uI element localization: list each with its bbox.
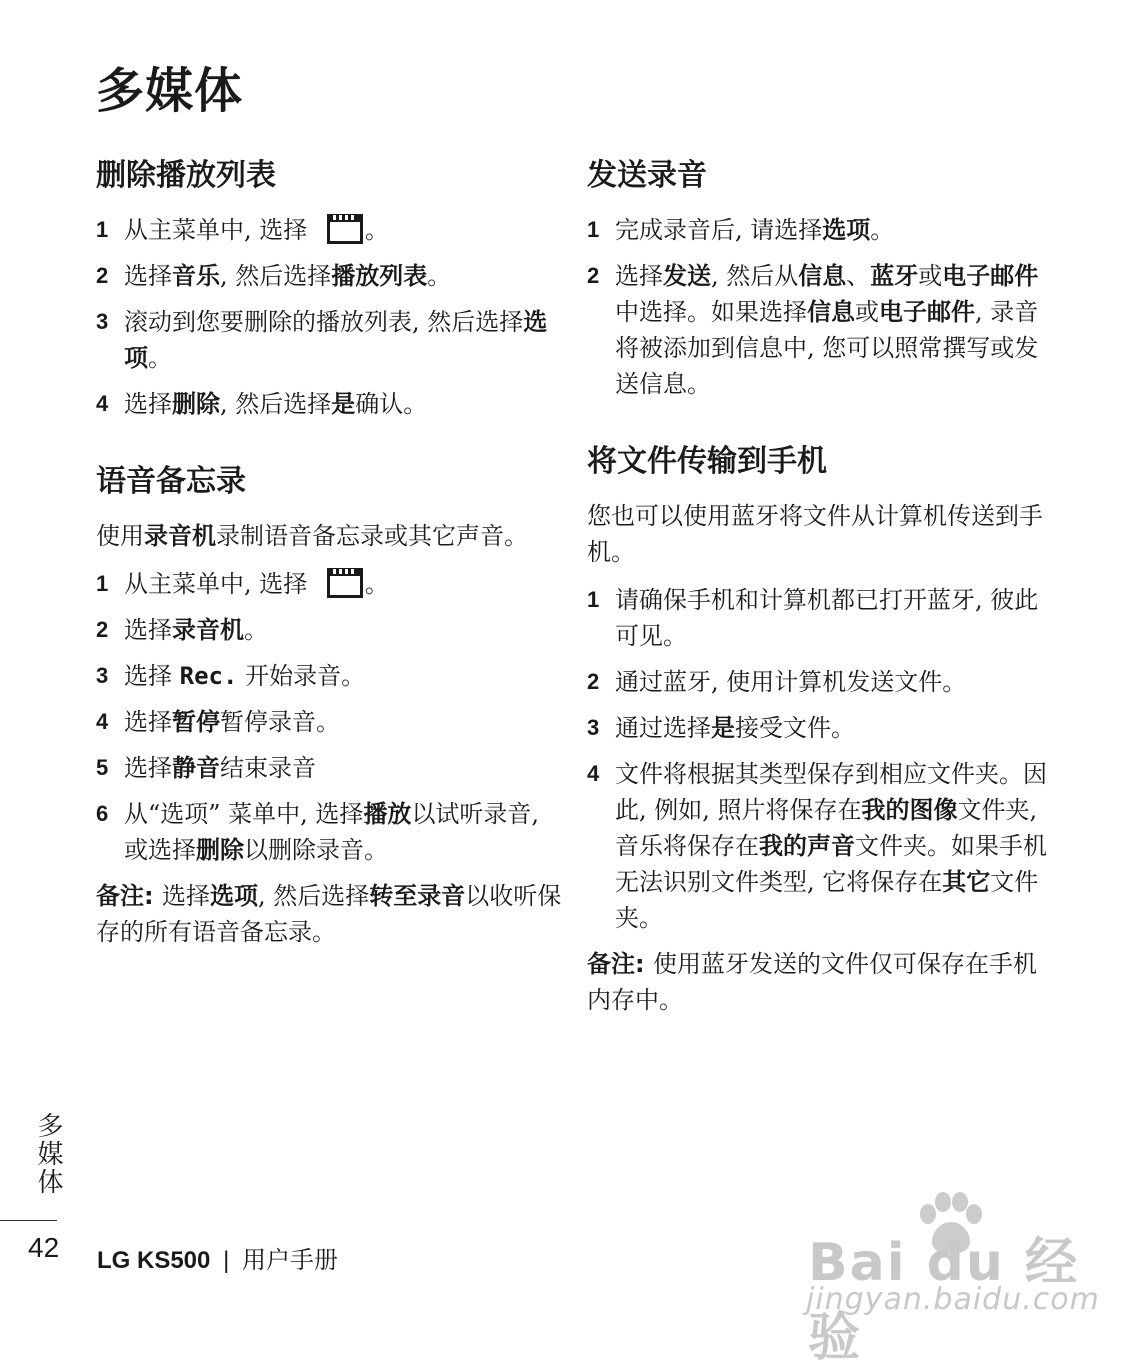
page-number: 42 — [28, 1232, 60, 1263]
step-list — [96, 212, 566, 422]
step-item — [587, 664, 1057, 700]
step-item — [96, 704, 566, 740]
bold-term: 选项 — [124, 308, 548, 372]
text-run: 文件夹, 音乐将保存在 — [615, 796, 1038, 860]
watermark-brand: Bai du 经验 — [808, 1233, 1079, 1368]
text-run: 请确保手机和计算机都已打开蓝牙, 彼此可见。 — [615, 586, 1039, 650]
step-number: 1 — [587, 587, 600, 612]
step-item — [96, 658, 566, 694]
bold-term: 信息 — [798, 262, 847, 290]
text-run: 开始录音。 — [237, 662, 366, 690]
bold-term: 备注: — [96, 882, 162, 910]
step-text — [124, 386, 566, 422]
step-item — [587, 212, 1057, 248]
bold-term: 我的图像 — [861, 796, 958, 824]
step-item — [96, 612, 566, 648]
step-text — [124, 704, 566, 740]
step-text — [124, 612, 566, 648]
side-section-label: 多媒体 — [33, 1112, 63, 1196]
bold-term: 选项 — [209, 882, 258, 910]
text-run: 确认。 — [355, 390, 428, 418]
text-run: 或 — [855, 298, 879, 326]
text-run: 完成录音后, 请选择 — [615, 216, 823, 244]
text-run: 。 — [427, 262, 452, 290]
step-number: 4 — [587, 761, 600, 786]
text-run: 选择 — [124, 662, 180, 690]
step-list — [587, 212, 1057, 402]
step-number: 6 — [96, 801, 109, 826]
step-number: 1 — [96, 217, 109, 242]
text-run: 通过选择 — [615, 714, 711, 742]
text-run: 选择 — [124, 262, 172, 290]
footer — [97, 1240, 338, 1275]
step-number: 4 — [96, 709, 109, 734]
watermark-url: jingyan.baidu.com — [806, 1282, 1100, 1317]
section-intro — [587, 498, 1057, 570]
text-run: 文件夹。如果手机无法识别文件类型, 它将保存在 — [615, 832, 1047, 896]
bold-term: 音乐 — [172, 262, 220, 290]
step-list — [587, 582, 1057, 936]
bold-term: 是 — [331, 390, 356, 418]
step-number: 5 — [96, 755, 109, 780]
step-text — [615, 582, 1057, 654]
step-number: 2 — [587, 669, 600, 694]
bold-term: 选项 — [822, 216, 871, 244]
bold-term: 信息 — [807, 298, 855, 326]
text-run: 使用 — [96, 522, 144, 550]
bold-term: 删除 — [172, 390, 220, 418]
bold-term: 我的声音 — [759, 832, 855, 860]
text-run: 。 — [244, 616, 268, 644]
text-run: 。 — [870, 216, 895, 244]
footer-separator: | — [223, 1247, 230, 1274]
bold-term: 蓝牙 — [870, 262, 919, 290]
bold-term: 录音机 — [172, 616, 244, 644]
section-intro — [96, 518, 566, 554]
bold-term: 播放 — [363, 800, 412, 828]
text-run: 从主菜单中, 选择 — [124, 570, 315, 598]
text-run: 从“选项” 菜单中, 选择 — [124, 800, 364, 828]
text-run: 从主菜单中, 选择 — [124, 216, 315, 244]
step-item — [96, 258, 566, 294]
step-list — [96, 566, 566, 868]
bold-term: 电子邮件 — [879, 298, 975, 326]
step-number: 3 — [587, 715, 600, 740]
step-item — [587, 258, 1057, 402]
step-number: 2 — [96, 263, 109, 288]
step-text — [615, 710, 1057, 746]
text-run: 。 — [364, 570, 389, 598]
note — [96, 878, 566, 950]
step-text — [124, 796, 566, 868]
note — [587, 946, 1057, 1018]
step-item — [96, 796, 566, 868]
section-voice-memo — [96, 456, 566, 950]
section-title: 删除播放列表 — [96, 158, 276, 193]
left-column — [96, 150, 566, 974]
step-text — [124, 658, 566, 694]
text-run: 选择 — [124, 390, 172, 418]
step-number: 3 — [96, 663, 109, 688]
text-run: 以试听录音, 或选择 — [124, 800, 540, 864]
step-text — [124, 258, 566, 294]
text-run: , 然后从 — [711, 262, 799, 290]
text-run: , 然后选择 — [220, 390, 332, 418]
watermark — [800, 1190, 1120, 1368]
step-item — [587, 710, 1057, 746]
step-item — [587, 582, 1057, 654]
section-title: 将文件传输到手机 — [587, 444, 827, 479]
bold-term: 是 — [711, 714, 735, 742]
text-run: 。 — [148, 344, 172, 372]
bold-term: 备注: — [587, 950, 653, 978]
step-text — [124, 566, 566, 602]
side-divider — [0, 1220, 57, 1221]
step-number: 4 — [96, 391, 109, 416]
step-number: 1 — [96, 571, 109, 596]
text-run: 您也可以使用蓝牙将文件从计算机传送到手机。 — [587, 502, 1043, 566]
text-run: , 然后选择 — [220, 262, 332, 290]
bold-term: 录音机 — [144, 522, 216, 550]
text-run: 选择 — [124, 708, 172, 736]
section-title: 语音备忘录 — [96, 464, 246, 499]
text-run: 或 — [918, 262, 943, 290]
step-text — [615, 212, 1057, 248]
section-title: 发送录音 — [587, 158, 707, 193]
text-run: 中选择。如果选择 — [615, 298, 807, 326]
step-text — [124, 750, 566, 786]
text-run: 选择 — [124, 754, 172, 782]
text-run: 滚动到您要删除的播放列表, 然后选择 — [124, 308, 524, 336]
text-run: 接受文件。 — [735, 714, 855, 742]
page-title: 多媒体 — [96, 63, 244, 119]
menu-icon — [327, 568, 363, 598]
text-run: , 然后选择 — [257, 882, 370, 910]
step-item — [96, 386, 566, 422]
text-run: 。 — [364, 216, 389, 244]
text-run: 结束录音 — [220, 754, 316, 782]
text-run: 、 — [846, 262, 871, 290]
text-run: 选择 — [124, 616, 172, 644]
right-column — [587, 150, 1057, 1042]
footer-brand: LG KS500 — [97, 1247, 211, 1274]
section-delete-playlist — [96, 150, 566, 422]
step-text — [124, 212, 566, 248]
step-number: 2 — [96, 617, 109, 642]
text-run: 以收听保存的所有语音备忘录。 — [96, 882, 562, 946]
text-run: 使用蓝牙发送的文件仅可保存在手机内存中。 — [587, 950, 1037, 1014]
bold-term: 转至录音 — [369, 882, 466, 910]
step-item — [587, 756, 1057, 936]
bold-term: 其它 — [942, 868, 991, 896]
step-text — [615, 258, 1057, 402]
step-text — [615, 756, 1057, 936]
step-number: 1 — [587, 217, 600, 242]
footer-manual: 用户手册 — [241, 1247, 338, 1274]
step-number: 2 — [587, 263, 600, 288]
step-item — [96, 212, 566, 248]
text-run: 文件将根据其类型保存到相应文件夹。因此, 例如, 照片将保存在 — [615, 760, 1047, 824]
text-run: 选择 — [161, 882, 210, 910]
section-transfer-files — [587, 436, 1057, 1018]
bold-term: 电子邮件 — [942, 262, 1039, 290]
step-item — [96, 566, 566, 602]
step-item — [96, 304, 566, 376]
bold-term: 静音 — [172, 754, 220, 782]
text-run: 通过蓝牙, 使用计算机发送文件。 — [615, 668, 967, 696]
menu-icon — [327, 214, 363, 244]
text-run: 文件夹。 — [615, 868, 1039, 932]
section-send-recording — [587, 150, 1057, 402]
step-text — [124, 304, 566, 376]
bold-term: 播放列表 — [331, 262, 428, 290]
text-run: 录制语音备忘录或其它声音。 — [216, 522, 528, 550]
bold-term: 删除 — [196, 836, 244, 864]
command-term: Rec. — [179, 662, 238, 690]
text-run: , 录音将被添加到信息中, 您可以照常撰写或发送信息。 — [615, 298, 1039, 398]
text-run: 暂停录音。 — [220, 708, 340, 736]
bold-term: 发送 — [663, 262, 711, 290]
step-item — [96, 750, 566, 786]
text-run: 以删除录音。 — [244, 836, 388, 864]
bold-term: 暂停 — [172, 708, 220, 736]
step-text — [615, 664, 1057, 700]
text-run: 选择 — [615, 262, 663, 290]
step-number: 3 — [96, 309, 109, 334]
